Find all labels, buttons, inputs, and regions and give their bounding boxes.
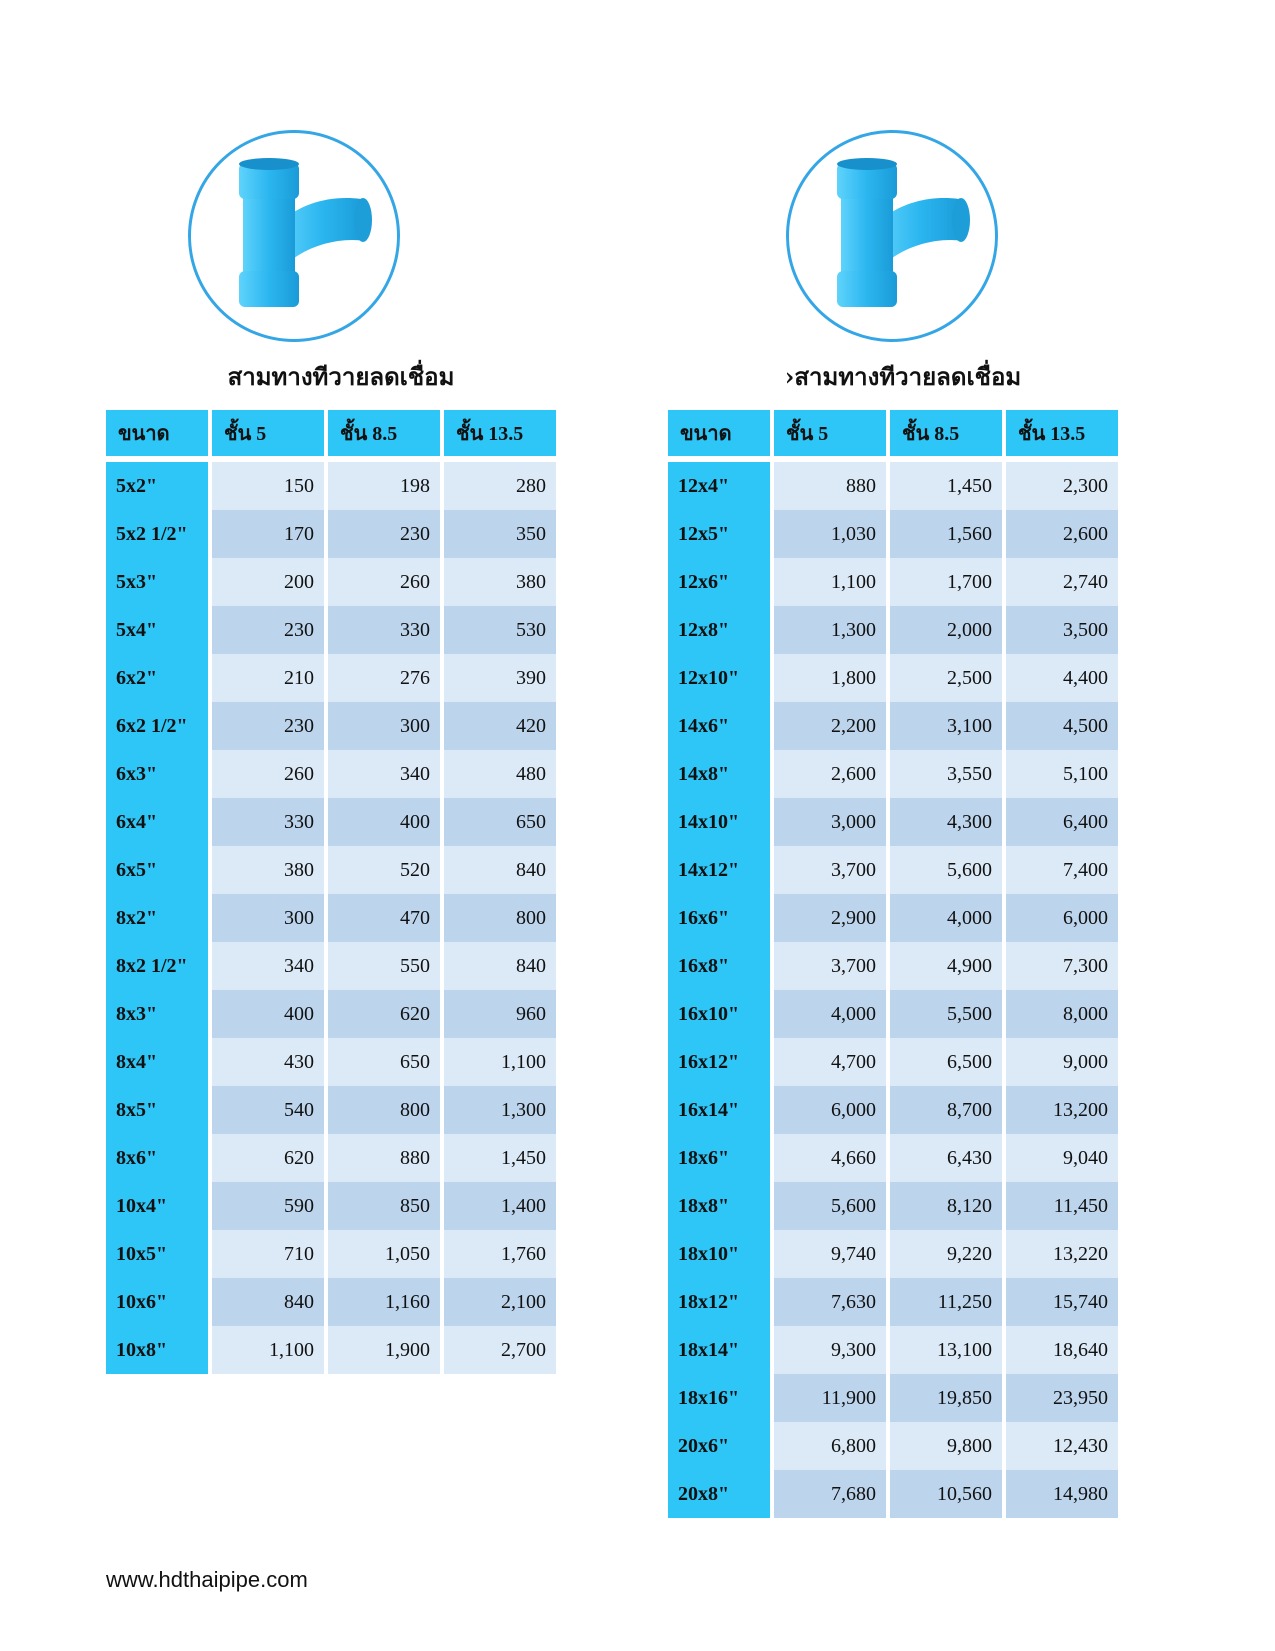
price-cell: 3,000: [774, 798, 886, 846]
price-cell: 9,000: [1006, 1038, 1118, 1086]
size-cell: 8x4": [106, 1038, 208, 1086]
price-cell: 11,900: [774, 1374, 886, 1422]
table-row: [106, 606, 556, 654]
size-cell: 10x5": [106, 1230, 208, 1278]
size-cell: 18x12": [668, 1278, 770, 1326]
price-cell: 4,500: [1006, 702, 1118, 750]
price-cell: 4,000: [890, 894, 1002, 942]
table-title: ›สามทางทีวายลดเชื่อม: [784, 362, 1022, 391]
price-cell: 350: [444, 510, 556, 558]
pipe-fitting-image: [786, 130, 998, 342]
size-cell: 18x16": [668, 1374, 770, 1422]
price-cell: 9,800: [890, 1422, 1002, 1470]
price-cell: 1,900: [328, 1326, 440, 1374]
table-body: [668, 462, 1118, 1518]
price-cell: 390: [444, 654, 556, 702]
table-row: [668, 990, 1118, 1038]
table-row: [106, 798, 556, 846]
size-cell: 16x10": [668, 990, 770, 1038]
price-cell: 2,100: [444, 1278, 556, 1326]
price-cell: 10,560: [890, 1470, 1002, 1518]
table-row: [668, 1278, 1118, 1326]
price-cell: 1,100: [212, 1326, 324, 1374]
price-cell: 1,300: [444, 1086, 556, 1134]
size-cell: 6x2 1/2": [106, 702, 208, 750]
size-cell: 18x8": [668, 1182, 770, 1230]
size-cell: 18x6": [668, 1134, 770, 1182]
table-row: [668, 1326, 1118, 1374]
price-cell: 8,000: [1006, 990, 1118, 1038]
price-cell: 210: [212, 654, 324, 702]
price-cell: 650: [328, 1038, 440, 1086]
price-cell: 5,600: [890, 846, 1002, 894]
size-cell: 16x8": [668, 942, 770, 990]
column-header-class8-5: ชั้น 8.5: [328, 410, 440, 462]
table-row: [668, 798, 1118, 846]
price-cell: 3,550: [890, 750, 1002, 798]
price-cell: 15,740: [1006, 1278, 1118, 1326]
price-cell: 550: [328, 942, 440, 990]
price-cell: 800: [444, 894, 556, 942]
price-cell: 4,400: [1006, 654, 1118, 702]
size-cell: 10x6": [106, 1278, 208, 1326]
table-row: [106, 558, 556, 606]
size-cell: 5x3": [106, 558, 208, 606]
price-cell: 6,000: [774, 1086, 886, 1134]
price-cell: 2,500: [890, 654, 1002, 702]
price-cell: 1,450: [444, 1134, 556, 1182]
price-cell: 470: [328, 894, 440, 942]
price-cell: 6,800: [774, 1422, 886, 1470]
size-cell: 12x10": [668, 654, 770, 702]
price-cell: 7,300: [1006, 942, 1118, 990]
price-cell: 8,120: [890, 1182, 1002, 1230]
size-cell: 8x2": [106, 894, 208, 942]
price-cell: 2,600: [1006, 510, 1118, 558]
size-cell: 16x14": [668, 1086, 770, 1134]
price-cell: 3,100: [890, 702, 1002, 750]
size-cell: 6x3": [106, 750, 208, 798]
price-cell: 7,680: [774, 1470, 886, 1518]
size-cell: 10x8": [106, 1326, 208, 1374]
price-cell: 4,900: [890, 942, 1002, 990]
price-cell: 1,400: [444, 1182, 556, 1230]
price-cell: 280: [444, 462, 556, 510]
table-row: [668, 846, 1118, 894]
column-header-size: ขนาด: [106, 410, 208, 462]
price-cell: 3,700: [774, 942, 886, 990]
price-cell: 230: [212, 606, 324, 654]
price-cell: 4,700: [774, 1038, 886, 1086]
price-cell: 840: [444, 846, 556, 894]
price-table-right: [664, 410, 1122, 1518]
price-cell: 1,050: [328, 1230, 440, 1278]
table-row: [668, 1182, 1118, 1230]
size-cell: 14x12": [668, 846, 770, 894]
column-header-size: ขนาด: [668, 410, 770, 462]
table-row: [668, 750, 1118, 798]
size-cell: 10x4": [106, 1182, 208, 1230]
price-cell: 11,450: [1006, 1182, 1118, 1230]
price-cell: 540: [212, 1086, 324, 1134]
size-cell: 8x6": [106, 1134, 208, 1182]
price-cell: 8,700: [890, 1086, 1002, 1134]
table-row: [668, 1134, 1118, 1182]
price-cell: 19,850: [890, 1374, 1002, 1422]
table-row: [106, 990, 556, 1038]
price-cell: 2,700: [444, 1326, 556, 1374]
price-cell: 18,640: [1006, 1326, 1118, 1374]
table-row: [106, 750, 556, 798]
size-cell: 6x5": [106, 846, 208, 894]
price-cell: 14,980: [1006, 1470, 1118, 1518]
price-cell: 230: [328, 510, 440, 558]
table-row: [668, 702, 1118, 750]
size-cell: 8x3": [106, 990, 208, 1038]
table-row: [106, 846, 556, 894]
price-cell: 13,200: [1006, 1086, 1118, 1134]
size-cell: 12x5": [668, 510, 770, 558]
column-header-class13-5: ชั้น 13.5: [1006, 410, 1118, 462]
price-cell: 1,700: [890, 558, 1002, 606]
size-cell: 14x6": [668, 702, 770, 750]
price-cell: 880: [328, 1134, 440, 1182]
price-cell: 420: [444, 702, 556, 750]
table-row: [106, 510, 556, 558]
price-cell: 4,300: [890, 798, 1002, 846]
table-row: [106, 894, 556, 942]
size-cell: 18x10": [668, 1230, 770, 1278]
price-cell: 6,000: [1006, 894, 1118, 942]
wye-tee-icon: [789, 133, 995, 339]
size-cell: 12x8": [668, 606, 770, 654]
column-header-class8-5: ชั้น 8.5: [890, 410, 1002, 462]
table-row: [668, 606, 1118, 654]
price-cell: 1,160: [328, 1278, 440, 1326]
price-cell: 340: [328, 750, 440, 798]
price-cell: 276: [328, 654, 440, 702]
price-cell: 620: [212, 1134, 324, 1182]
price-cell: 230: [212, 702, 324, 750]
column-header-class5: ชั้น 5: [212, 410, 324, 462]
price-cell: 2,200: [774, 702, 886, 750]
price-cell: 3,500: [1006, 606, 1118, 654]
price-table-left: [102, 410, 560, 1374]
price-cell: 2,300: [1006, 462, 1118, 510]
price-cell: 530: [444, 606, 556, 654]
price-cell: 9,740: [774, 1230, 886, 1278]
table-row: [668, 1038, 1118, 1086]
price-cell: 5,600: [774, 1182, 886, 1230]
price-cell: 13,100: [890, 1326, 1002, 1374]
price-cell: 520: [328, 846, 440, 894]
header-row: [106, 410, 556, 462]
price-cell: 9,040: [1006, 1134, 1118, 1182]
pipe-fitting-image: [188, 130, 400, 342]
price-cell: 1,760: [444, 1230, 556, 1278]
price-cell: 200: [212, 558, 324, 606]
price-cell: 2,900: [774, 894, 886, 942]
table-row: [668, 1230, 1118, 1278]
table-row: [106, 942, 556, 990]
price-cell: 1,450: [890, 462, 1002, 510]
price-cell: 7,400: [1006, 846, 1118, 894]
price-cell: 650: [444, 798, 556, 846]
price-cell: 4,000: [774, 990, 886, 1038]
price-cell: 260: [328, 558, 440, 606]
size-cell: 8x5": [106, 1086, 208, 1134]
price-cell: 840: [444, 942, 556, 990]
price-cell: 198: [328, 462, 440, 510]
size-cell: 12x6": [668, 558, 770, 606]
price-cell: 430: [212, 1038, 324, 1086]
price-cell: 1,030: [774, 510, 886, 558]
price-cell: 23,950: [1006, 1374, 1118, 1422]
price-cell: 3,700: [774, 846, 886, 894]
price-cell: 960: [444, 990, 556, 1038]
size-cell: 14x8": [668, 750, 770, 798]
table-row: [668, 1086, 1118, 1134]
price-cell: 300: [212, 894, 324, 942]
price-cell: 400: [212, 990, 324, 1038]
wye-tee-icon: [191, 133, 397, 339]
price-cell: 380: [444, 558, 556, 606]
size-cell: 18x14": [668, 1326, 770, 1374]
price-cell: 6,400: [1006, 798, 1118, 846]
price-cell: 2,600: [774, 750, 886, 798]
table-row: [668, 1422, 1118, 1470]
table-row: [668, 462, 1118, 510]
price-cell: 620: [328, 990, 440, 1038]
price-cell: 1,800: [774, 654, 886, 702]
price-cell: 2,740: [1006, 558, 1118, 606]
price-cell: 150: [212, 462, 324, 510]
price-cell: 340: [212, 942, 324, 990]
table-row: [106, 1134, 556, 1182]
table-row: [668, 1374, 1118, 1422]
size-cell: 5x2": [106, 462, 208, 510]
table-body: [106, 462, 556, 1374]
price-cell: 590: [212, 1182, 324, 1230]
price-cell: 880: [774, 462, 886, 510]
table-row: [106, 1326, 556, 1374]
table-row: [106, 1182, 556, 1230]
price-cell: 170: [212, 510, 324, 558]
table-row: [106, 1086, 556, 1134]
price-cell: 1,560: [890, 510, 1002, 558]
header-row: [668, 410, 1118, 462]
table-row: [106, 1230, 556, 1278]
price-cell: 380: [212, 846, 324, 894]
price-cell: 480: [444, 750, 556, 798]
size-cell: 16x12": [668, 1038, 770, 1086]
size-cell: 12x4": [668, 462, 770, 510]
price-cell: 12,430: [1006, 1422, 1118, 1470]
size-cell: 6x2": [106, 654, 208, 702]
size-cell: 6x4": [106, 798, 208, 846]
table-row: [106, 654, 556, 702]
price-cell: 400: [328, 798, 440, 846]
price-cell: 710: [212, 1230, 324, 1278]
price-cell: 11,250: [890, 1278, 1002, 1326]
price-cell: 7,630: [774, 1278, 886, 1326]
table-row: [668, 942, 1118, 990]
table-row: [106, 1038, 556, 1086]
size-cell: 8x2 1/2": [106, 942, 208, 990]
column-header-class5: ชั้น 5: [774, 410, 886, 462]
size-cell: 20x8": [668, 1470, 770, 1518]
size-cell: 5x2 1/2": [106, 510, 208, 558]
price-cell: 13,220: [1006, 1230, 1118, 1278]
price-cell: 5,500: [890, 990, 1002, 1038]
price-cell: 300: [328, 702, 440, 750]
price-cell: 4,660: [774, 1134, 886, 1182]
price-cell: 850: [328, 1182, 440, 1230]
table-row: [106, 702, 556, 750]
size-cell: 16x6": [668, 894, 770, 942]
price-cell: 6,430: [890, 1134, 1002, 1182]
table-row: [106, 462, 556, 510]
table-row: [668, 510, 1118, 558]
website-url: www.hdthaipipe.com: [106, 1567, 308, 1592]
size-cell: 14x10": [668, 798, 770, 846]
table-row: [106, 1278, 556, 1326]
price-cell: 1,100: [774, 558, 886, 606]
column-header-class13-5: ชั้น 13.5: [444, 410, 556, 462]
price-cell: 5,100: [1006, 750, 1118, 798]
price-cell: 330: [212, 798, 324, 846]
table-row: [668, 654, 1118, 702]
table-row: [668, 894, 1118, 942]
price-cell: 6,500: [890, 1038, 1002, 1086]
table-row: [668, 1470, 1118, 1518]
price-cell: 840: [212, 1278, 324, 1326]
price-cell: 9,300: [774, 1326, 886, 1374]
price-cell: 9,220: [890, 1230, 1002, 1278]
price-cell: 260: [212, 750, 324, 798]
price-cell: 330: [328, 606, 440, 654]
price-cell: 2,000: [890, 606, 1002, 654]
table-title: สามทางทีวายลดเชื่อม: [227, 362, 455, 391]
size-cell: 20x6": [668, 1422, 770, 1470]
size-cell: 5x4": [106, 606, 208, 654]
price-cell: 800: [328, 1086, 440, 1134]
table-row: [668, 558, 1118, 606]
price-cell: 1,100: [444, 1038, 556, 1086]
price-cell: 1,300: [774, 606, 886, 654]
